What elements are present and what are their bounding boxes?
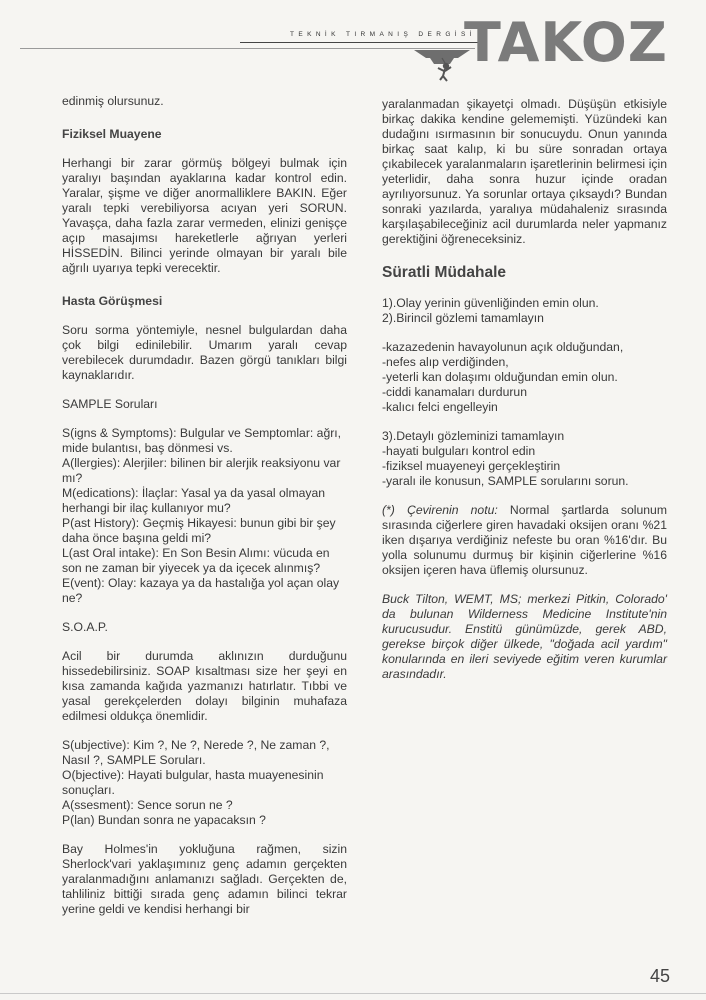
steps-list-b xyxy=(382,429,667,489)
list-item: -yeterli kan dolaşımı olduğundan emin olun. xyxy=(382,370,618,384)
climber-icon xyxy=(412,8,472,82)
list-item: -hayati bulguları kontrol edin xyxy=(382,444,536,458)
list-item: -yaralı ile konusun, SAMPLE sorularını sorun. xyxy=(382,474,629,488)
logo-wordmark: TAKOZ xyxy=(464,11,668,74)
list-item: A(llergies): Alerjiler: bilinen bir alerjik reaksiyonu var mı? xyxy=(62,456,341,485)
list-item: -kazazedenin havayolunun açık olduğundan, xyxy=(382,340,624,354)
list-item: -kalıcı felci engelleyin xyxy=(382,400,498,414)
author-bio: Buck Tilton, WEMT, MS; merkezi Pitkin, Colorado' da bulunan Wilderness Medicine Institute'nin kurucusudur. Enstitü günümüzde, gerek ABD, gerekse birçok diğer ülkede, "doğada acil yardım" konularında en ileri seviyede eğitim veren kurumlar arasındadır. xyxy=(382,592,667,681)
translator-note-label: (*) Çevirenin notu: xyxy=(382,503,498,517)
magazine-subtitle: TEKNİK TIRMANIŞ DERGİSİ xyxy=(290,31,476,38)
list-item: O(bjective): Hayati bulgular, hasta muayenesinin sonuçları. xyxy=(62,768,324,797)
translator-note-text: Normal şartlarda solunum sırasında ciğerlere giren havadaki oksijen oranı %21 iken dışarıya verdiğiniz nefeste bu oran %16'dır. Bu yolla solunumu durmuş bir kişinin ciğerlerine %16 oksijen içeren hava üflemiş olursunuz. xyxy=(382,503,667,577)
soap-list xyxy=(62,738,347,828)
soap-title: S.O.A.P. xyxy=(62,620,108,634)
list-item: L(ast Oral intake): En Son Besin Alımı: vücuda en son ne zaman bir yiyecek ya da içecek alınmış? xyxy=(62,546,330,575)
list-item: A(ssesment): Sence sorun ne ? xyxy=(62,798,233,812)
right-column xyxy=(382,97,667,696)
interview-paragraph: Soru sorma yöntemiyle, nesnel bulgulardan daha çok bilgi edinilebilir. Umarım yaralı cevap verebilecek durumdadır. Bazen görgü tanıkları bilgi kaynaklarıdır. xyxy=(62,323,347,382)
sample-title: SAMPLE Soruları xyxy=(62,397,158,411)
sample-list xyxy=(62,426,347,606)
translator-note xyxy=(382,503,667,578)
list-item: P(ast History): Geçmiş Hikayesi: bunun gibi bir şey daha önce başına geldi mi? xyxy=(62,516,336,545)
heading-quick-response: Süratli Müdahale xyxy=(382,264,507,281)
left-column xyxy=(62,94,347,931)
continuation-paragraph: yaralanmadan şikayetçi olmadı. Düşüşün etkisiyle birkaç dakika kendine gelememişti. Yüzündeki kan dudağını ısırmasının bir sonucuydu. Onun yanında birkaç saat kalıp, ki bu süre sonradan ortaya çıkabilecek yaralanmaların işaretlerinin belirmesi için yeterlidir, daha sonra huzur içinde oradan ayrılıyorsunuz. Ya sorunlar ortaya çıksaydı? Bundan sonraki yazılarda, yaralıya müdahaleniz sırasında karşılaşabileceğiniz acil durumlarda neler yapmanız gerektiğini öğreneceksiniz. xyxy=(382,97,667,246)
closing-paragraph: Bay Holmes'in yokluğuna rağmen, sizin Sherlock'vari yaklaşımınız genç adamın gerçekten yaralanmadığını anlamanızı sağladı. Gerçekten de, tahliliniz bittiği sırada genç adamın bilinci tekrar yerine geldi ve kendisi herhangi bir xyxy=(62,842,347,916)
magazine-header xyxy=(0,0,706,80)
header-rule-long xyxy=(20,48,475,49)
checks-list xyxy=(382,340,667,415)
list-item: 1).Olay yerinin güvenliğinden emin olun. xyxy=(382,296,599,310)
list-item: P(lan) Bundan sonra ne yapacaksın ? xyxy=(62,813,266,827)
magazine-logo xyxy=(412,8,670,82)
heading-patient-interview: Hasta Görüşmesi xyxy=(62,294,163,308)
list-item: 3).Detaylı gözleminizi tamamlayın xyxy=(382,429,565,443)
steps-list-a xyxy=(382,296,667,326)
list-item: M(edications): İlaçlar: Yasal ya da yasal olmayan herhangi bir ilaç kullanıyor mu? xyxy=(62,486,326,515)
list-item: S(ubjective): Kim ?, Ne ?, Nerede ?, Ne zaman ?, Nasıl ?, SAMPLE Soruları. xyxy=(62,738,330,767)
physical-exam-paragraph: Herhangi bir zarar görmüş bölgeyi bulmak için yaralıyı başından ayaklarına kadar kontrol edin. Yaralar, şişme ve diğer anormalliklere BAKIN. Eğer yaralı tepki verebiliyorsa acıyan yeri SORUN. Yavaşça, daha fazla zarar vermeden, elinizi genişçe açıp masajımsı hareketlerle ağrıyan yerleri HİSSEDİN. Bilinci yerinde olmayan bir yaralı bile ağrılı uyarıya tepki verecektir. xyxy=(62,156,347,275)
list-item: -fiziksel muayeneyi gerçekleştirin xyxy=(382,459,561,473)
intro-text: edinmiş olursunuz. xyxy=(62,94,164,108)
soap-paragraph: Acil bir durumda aklınızın durduğunu hissedebilirsiniz. SOAP kısaltması size her şeyi en kısa zamanda kağıda yazmanızı hatırlatır. Tıbbi ve yasal gerekçelerden dolayı bilginin muhafaza edilmesi oldukça önemlidir. xyxy=(62,649,347,723)
page-number: 45 xyxy=(650,966,671,986)
bottom-rule xyxy=(0,993,706,994)
list-item: E(vent): Olay: kazaya ya da hastalığa yol açan olay ne? xyxy=(62,576,340,605)
list-item: -ciddi kanamaları durdurun xyxy=(382,385,527,399)
heading-physical-exam: Fiziksel Muayene xyxy=(62,127,162,141)
list-item: 2).Birincil gözlemi tamamlayın xyxy=(382,311,544,325)
list-item: S(igns & Symptoms): Bulgular ve Semptomlar: ağrı, mide bulantısı, baş dönmesi vs. xyxy=(62,426,342,455)
list-item: -nefes alıp verdiğinden, xyxy=(382,355,509,369)
